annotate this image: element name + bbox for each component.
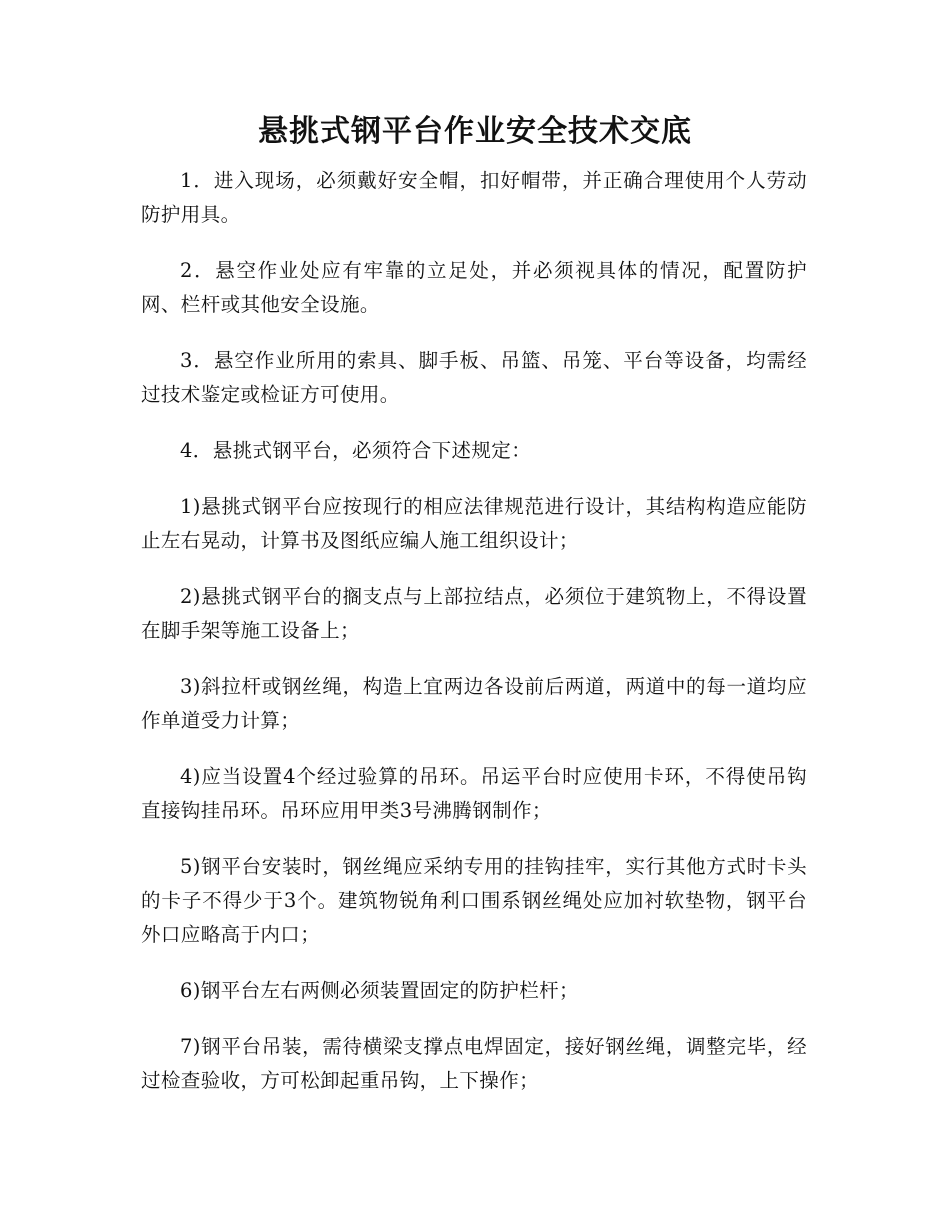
- paragraph-4-3: 3)斜拉杆或钢丝绳，构造上宜两边各设前后两道，两道中的每一道均应作单道受力计算；: [141, 675, 807, 732]
- paragraph-4-6: 6)钢平台左右两侧必须装置固定的防护栏杆；: [180, 979, 579, 1002]
- paragraph-4-5: 5)钢平台安装时，钢丝绳应采纳专用的挂钩挂牢，实行其他方式时卡头的卡子不得少于3个。建筑物锐角利口围系钢丝绳处应加衬软垫物，钢平台外口应略高于内口；: [141, 855, 807, 946]
- paragraph-3: 3．悬空作业所用的索具、脚手板、吊篮、吊笼、平台等设备，均需经过技术鉴定或检证方可使用。: [141, 349, 807, 406]
- paragraph-4: 4．悬挑式钢平台，必须符合下述规定：: [180, 439, 532, 462]
- document-title: 悬挑式钢平台作业安全技术交底: [258, 114, 692, 149]
- paragraph-2: 2．悬空作业处应有牢靠的立足处，并必须视具体的情况，配置防护网、栏杆或其他安全设施。: [141, 259, 807, 316]
- paragraph-4-4: 4)应当设置4个经过验算的吊环。吊运平台时应使用卡环，不得使吊钩直接钩挂吊环。吊环应用甲类3号沸腾钢制作；: [141, 765, 807, 822]
- paragraph-4-1: 1)悬挑式钢平台应按现行的相应法律规范进行设计，其结构构造应能防止左右晃动，计算书及图纸应编人施工组织设计；: [141, 495, 807, 552]
- paragraph-1: 1．进入现场，必须戴好安全帽，扣好帽带，并正确合理使用个人劳动防护用具。: [141, 169, 807, 226]
- paragraph-4-7: 7)钢平台吊装，需待横梁支撑点电焊固定，接好钢丝绳，调整完毕，经过检查验收，方可松卸起重吊钩，上下操作；: [141, 1035, 807, 1092]
- paragraph-4-2: 2)悬挑式钢平台的搁支点与上部拉结点，必须位于建筑物上，不得设置在脚手架等施工设备上；: [141, 585, 807, 642]
- document-body: [141, 164, 807, 1120]
